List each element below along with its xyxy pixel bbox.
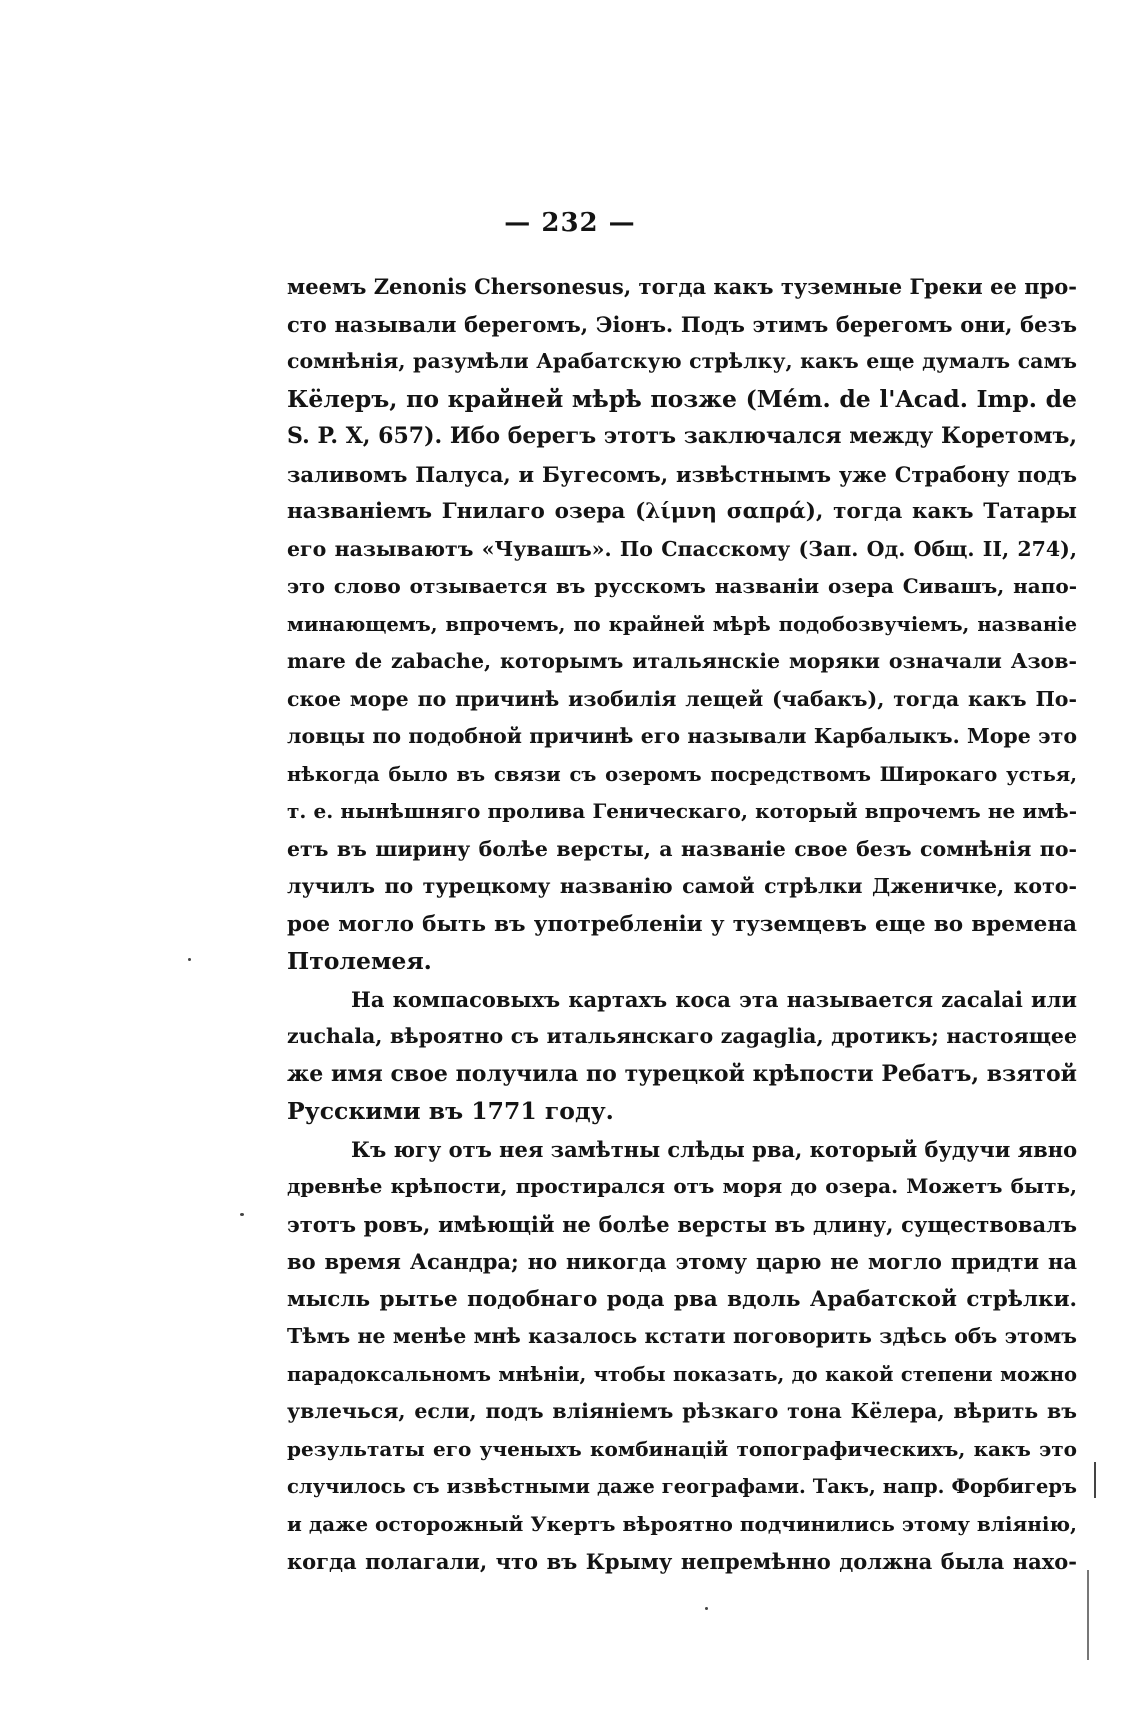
text-line: названіемъ Гнилаго озера (λίμνη σαπρά), тогда какъ Татары [287,499,1077,524]
text-line: случилось съ извѣстными даже географами. Такъ, напр. Форбигеръ [287,1475,1077,1498]
text-line: Русскими въ 1771 году. [287,1097,614,1125]
text-line: сомнѣнія, разумѣли Арабатскую стрѣлку, какъ еще думалъ самъ [287,349,1077,373]
text-line: меемъ Zenonis Chersonesus, тогда какъ туземные Греки ее про- [287,274,1077,299]
text-line: результаты его ученыхъ комбинацій топографическихъ, какъ это [287,1436,1077,1461]
text-line: древнѣе крѣпости, простирался отъ моря до озера. Можетъ быть, [287,1174,1077,1198]
text-line: этотъ ровъ, имѣющій не болѣе версты въ длину, существовалъ [287,1211,1077,1237]
text-line: заливомъ Палуса, и Бугесомъ, извѣстнымъ уже Страбону подъ [287,461,1077,487]
text-line: лучилъ по турецкому названію самой стрѣлки Дженичке, кото- [287,874,1077,898]
scan-mark-dot [188,958,191,961]
text-line: нѣкогда было въ связи съ озеромъ посредствомъ Широкаго устья, [287,762,1077,786]
paragraph-3 [287,1131,1077,1581]
text-line: парадоксальномъ мнѣніи, чтобы показать, до какой степени можно [287,1362,1077,1386]
text-line: это слово отзывается въ русскомъ названіи озера Сивашъ, напо- [287,574,1077,598]
text-line: во время Асандра; но никогда этому царю не могло придти на [287,1249,1077,1274]
page-number: — 232 — [504,208,636,238]
text-line: его называютъ «Чувашъ». По Спасскому (Зап. Од. Общ. II, 274), [287,536,1077,561]
body-text [287,268,1077,1581]
scan-mark-dot [705,1607,708,1610]
text-line: минающемъ, впрочемъ, по крайней мѣрѣ подобозвучіемъ, названіе [287,612,1077,636]
text-line: т. е. нынѣшняго пролива Геническаго, который впрочемъ не имѣ- [287,799,1077,823]
text-line: zuchala, вѣроятно съ итальянскаго zagaglia, дротикъ; настоящее [287,1024,1077,1048]
text-line: и даже осторожный Укертъ вѣроятно подчинились этому вліянію, [287,1511,1077,1536]
text-line: ловцы по подобной причинѣ его называли Карбалыкъ. Море это [287,724,1077,748]
text-line: Кёлеръ, по крайней мѣрѣ позже (Mém. de l'Acad. Imp. de [287,384,1077,413]
text-line: мысль рытье подобнаго рода рва вдоль Арабатской стрѣлки. [287,1286,1077,1312]
text-line: когда полагали, что въ Крыму непремѣнно должна была нахо- [287,1549,1077,1574]
text-line: Къ югу отъ нея замѣтны слѣды рва, который будучи явно [351,1136,1077,1162]
text-line: етъ въ ширину болѣе версты, а названіе свое безъ сомнѣнія по- [287,836,1077,861]
scan-mark-line [1087,1570,1089,1660]
scan-mark-line [1094,1462,1096,1498]
text-line: S. P. X, 657). Ибо берегъ этотъ заключался между Коретомъ, [287,423,1077,449]
text-line: mare de zabache, которымъ итальянскіе моряки означали Азов- [287,649,1077,673]
paragraph-2 [287,981,1077,1131]
text-line: увлечься, если, подъ вліяніемъ рѣзкаго тона Кёлера, вѣрить въ [287,1399,1077,1423]
scan-mark-dot [240,1213,244,1216]
text-line: сто называли берегомъ, Эіонъ. Подъ этимъ берегомъ они, безъ [287,311,1077,337]
text-line: Тѣмъ не менѣе мнѣ казалось кстати поговорить здѣсь объ этомъ [287,1324,1077,1348]
paragraph-1 [287,268,1077,981]
text-line: рое могло быть въ употребленіи у туземцевъ еще во времена [287,911,1077,937]
text-line: же имя свое получила по турецкой крѣпости Ребатъ, взятой [287,1060,1077,1087]
text-line: Птолемея. [287,947,432,975]
text-line: На компасовыхъ картахъ коса эта называется zacalai или [351,986,1077,1012]
text-line: ское море по причинѣ изобилія лещей (чабакъ), тогда какъ По- [287,686,1077,711]
